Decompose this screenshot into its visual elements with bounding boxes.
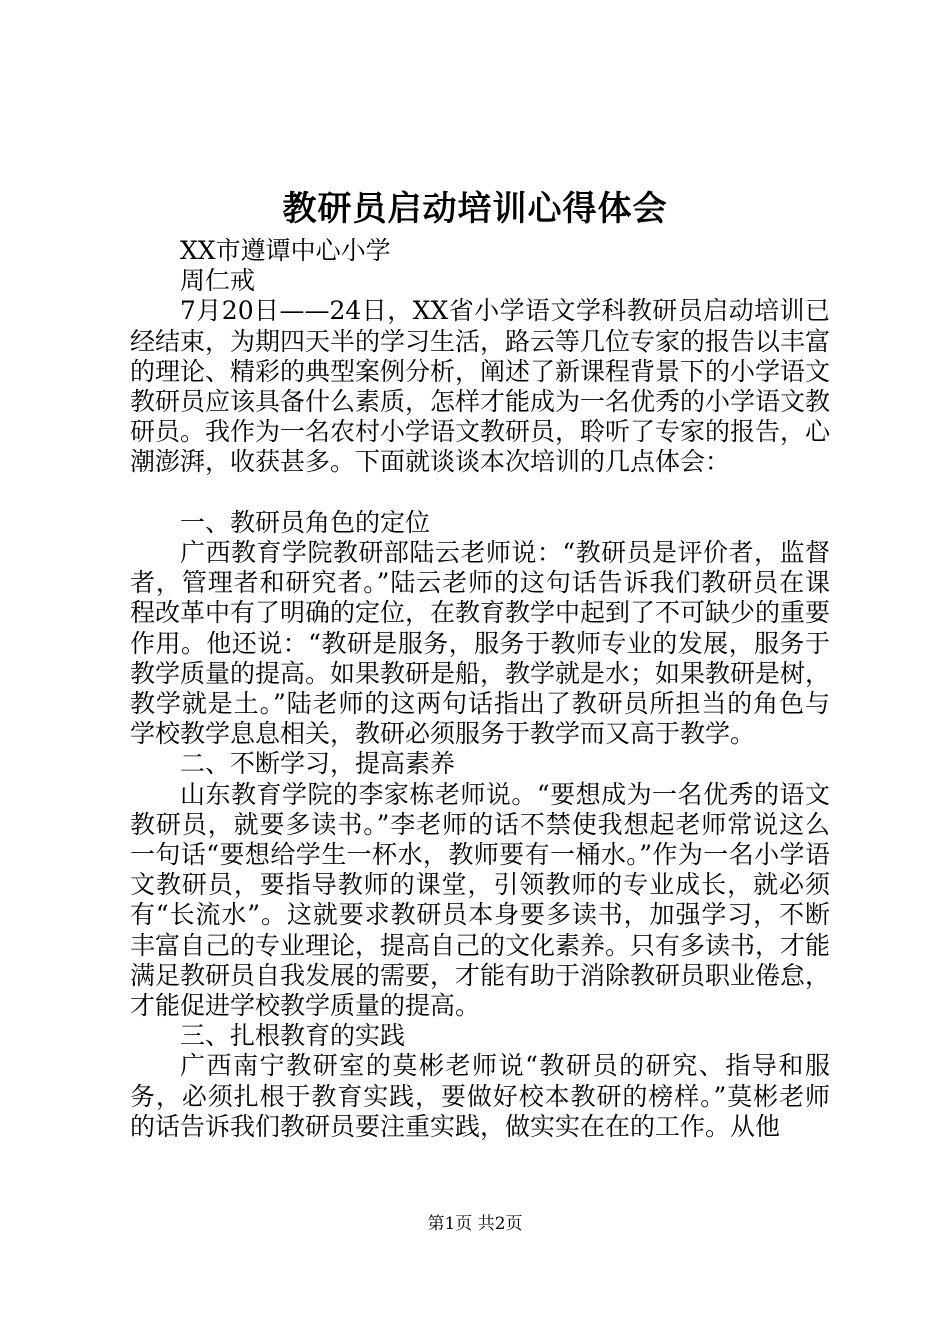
section-heading-2: 二、不断学习，提高素养 <box>180 749 456 779</box>
section-paragraph-1: 广西教育学院教研部陆云老师说：“教研员是评价者，监督者，管理者和研究者。”陆云老师的这句话告诉我们教研员在课程改革中有了明确的定位，在教育教学中起到了不可缺少的重要作用。他还说：“教研是服务，服务于教师专业的发展，服务于教学质量的提高。如果教研是船，教学就是水；如果教研是树，教学就是土。”陆老师的这两句话指出了教研员所担当的角色与学校教学息息相关，教研必须服务于教学而又高于教学。 <box>130 538 831 749</box>
section-paragraph-2: 山东教育学院的李家栋老师说。“要想成为一名优秀的语文教研员，就要多读书。”李老师的话不禁使我想起老师常说这么一句话“要想给学生一杯水，教师要有一桶水。”作为一名小学语文教研员，要指导教师的课堂，引领教师的专业成长，就必须有“长流水”。这就要求教研员本身要多读书，加强学习，不断丰富自己的专业理论，提高自己的文化素养。只有多读书，才能满足教研员自我发展的需要，才能有助于消除教研员职业倦怠，才能促进学校教学质量的提高。 <box>130 779 831 1021</box>
intro-paragraph: 7月20日——24日，XX省小学语文学科教研员启动培训已经结束，为期四天半的学习生活，路云等几位专家的报告以丰富的理论、精彩的典型案例分析，阐述了新课程背景下的小学语文教研员应该具备什么素质，怎样才能成为一名优秀的小学语文教研员。我作为一名农村小学语文教研员，聆听了专家的报告，心潮澎湃，收获甚多。下面就谈谈本次培训的几点体会： <box>130 296 831 477</box>
section-heading-3: 三、扎根教育的实践 <box>180 1021 406 1051</box>
document-title: 教研员启动培训心得体会 <box>282 189 668 229</box>
author-line: 周仁戒 <box>180 266 256 296</box>
section-heading-1: 一、教研员角色的定位 <box>180 507 431 537</box>
section-paragraph-3: 广西南宁教研室的莫彬老师说“教研员的研究、指导和服务，必须扎根于教育实践，要做好校本教研的榜样。”莫彬老师的话告诉我们教研员要注重实践，做实实在在的工作。从他 <box>130 1051 830 1141</box>
page-footer: 第1页 共2页 <box>427 1214 523 1234</box>
document-body <box>130 236 830 1142</box>
school-line: XX市遵谭中心小学 <box>180 236 391 265</box>
paragraph-spacer <box>130 478 830 508</box>
